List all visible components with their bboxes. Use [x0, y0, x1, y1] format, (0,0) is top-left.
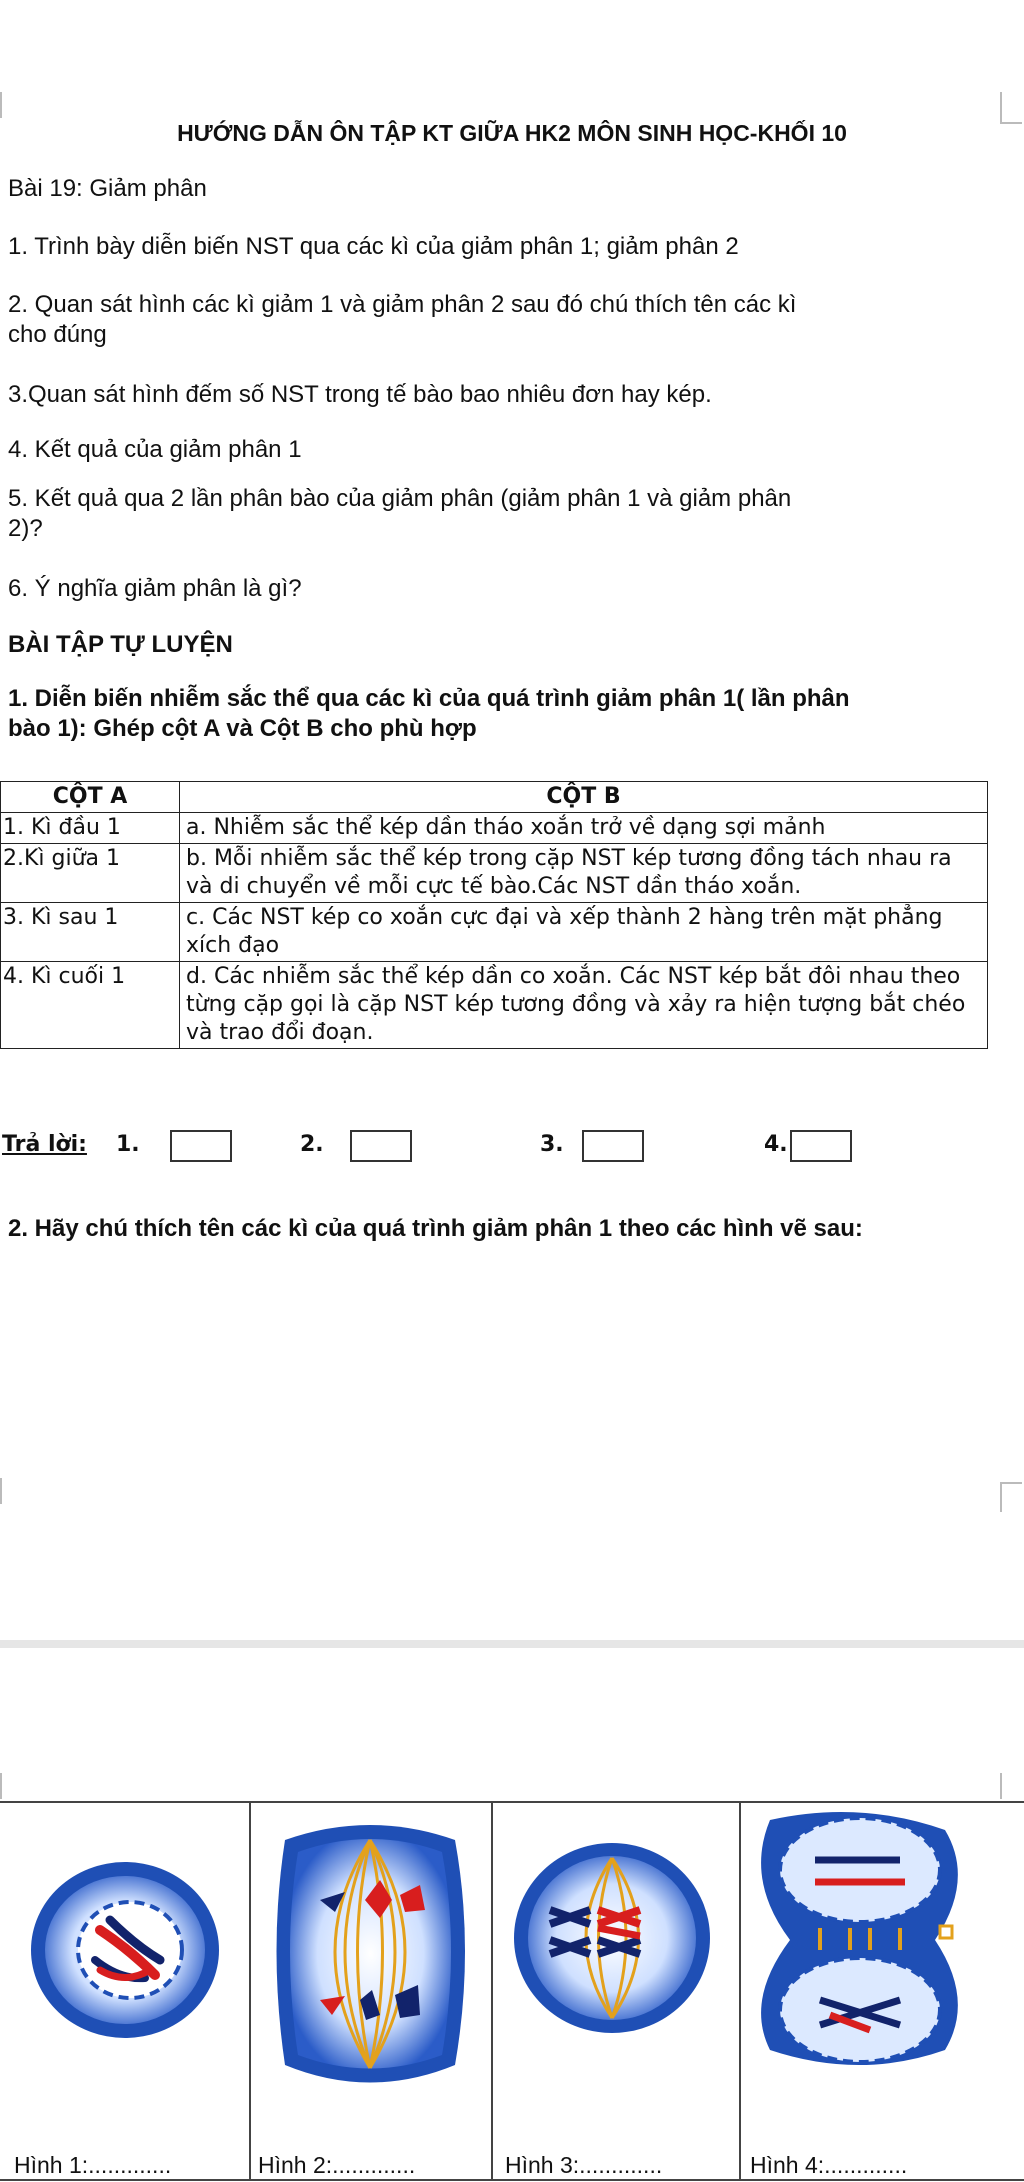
column-a-header: CỘT A — [1, 782, 180, 813]
column-a-cell: 3. Kì sau 1 — [1, 903, 180, 962]
practice-heading: BÀI TẬP TỰ LUYỆN — [8, 631, 233, 658]
answer-number-3: 3. — [540, 1132, 564, 1157]
answer-number-1: 1. — [116, 1132, 140, 1157]
answer-box-2[interactable] — [350, 1130, 412, 1162]
answer-row — [0, 1130, 1000, 1170]
exercise-1-line1: 1. Diễn biến nhiễm sắc thể qua các kì của quá trình giảm phân 1( lần phân — [8, 685, 850, 712]
column-a-cell: 4. Kì cuối 1 — [1, 962, 180, 1049]
divider — [0, 1640, 1024, 1648]
question-6: 6. Ý nghĩa giảm phân là gì? — [8, 575, 302, 602]
lesson-heading: Bài 19: Giảm phân — [8, 175, 207, 202]
question-5: 5. Kết quả qua 2 lần phân bào của giảm phân (giảm phân 1 và giảm phân — [8, 485, 792, 512]
table-row — [1, 962, 988, 1049]
page-title: HƯỚNG DẪN ÔN TẬP KT GIỮA HK2 MÔN SINH HỌC-KHỐI 10 — [177, 120, 847, 146]
figure-1-cell — [31, 1862, 219, 2038]
column-a-cell: 1. Kì đầu 1 — [1, 813, 180, 844]
corner-mark — [0, 1478, 2, 1504]
corner-mark — [1000, 1773, 1002, 1799]
figure-4-caption: Hình 4:............. — [750, 2152, 908, 2178]
exercise-1-line2: bào 1): Ghép cột A và Cột B cho phù hợp — [8, 715, 477, 742]
matching-table — [0, 781, 988, 1049]
exercise-2: 2. Hãy chú thích tên các kì của quá trình giảm phân 1 theo các hình vẽ sau: — [8, 1215, 863, 1242]
column-b-cell: b. Mỗi nhiễm sắc thể kép trong cặp NST kép tương đồng tách nhau ra và di chuyển về mỗi cực tế bào.Các NST dần tháo xoắn. — [180, 844, 988, 903]
figure-4-cell — [761, 1812, 958, 2065]
answer-box-3[interactable] — [582, 1130, 644, 1162]
corner-mark — [1000, 92, 1002, 122]
column-b-cell: d. Các nhiễm sắc thể kép dần co xoắn. Các NST kép bắt đôi nhau theo từng cặp gọi là cặp NST kép tương đồng và xảy ra hiện tượng bắt chéo và trao đổi đoạn. — [180, 962, 988, 1049]
answer-box-1[interactable] — [170, 1130, 232, 1162]
table-row — [1, 844, 988, 903]
answer-number-4: 4. — [764, 1132, 788, 1157]
answer-label: Trả lời: — [2, 1132, 87, 1157]
table-row — [1, 903, 988, 962]
question-1: 1. Trình bày diễn biến NST qua các kì của giảm phân 1; giảm phân 2 — [8, 233, 739, 260]
figure-2-caption: Hình 2:............. — [258, 2152, 416, 2178]
figure-1-caption: Hình 1:............. — [14, 2152, 172, 2178]
question-4: 4. Kết quả của giảm phân 1 — [8, 436, 302, 463]
column-b-cell: c. Các NST kép co xoắn cực đại và xếp thành 2 hàng trên mặt phẳng xích đạo — [180, 903, 988, 962]
table-row — [1, 813, 988, 844]
column-b-header: CỘT B — [180, 782, 988, 813]
corner-mark — [0, 1773, 2, 1799]
answer-number-2: 2. — [300, 1132, 324, 1157]
meiosis-figures — [0, 1800, 1024, 2182]
question-2: 2. Quan sát hình các kì giảm 1 và giảm phân 2 sau đó chú thích tên các kì — [8, 291, 797, 318]
corner-mark — [1000, 1482, 1002, 1512]
corner-mark — [0, 92, 2, 118]
answer-box-4[interactable] — [790, 1130, 852, 1162]
table-header-row — [1, 782, 988, 813]
question-2-cont: cho đúng — [8, 321, 107, 348]
figure-3-caption: Hình 3:............. — [505, 2152, 663, 2178]
figure-2-cell — [277, 1825, 466, 2083]
column-b-cell: a. Nhiễm sắc thể kép dần tháo xoắn trở về dạng sợi mảnh — [180, 813, 988, 844]
question-3: 3.Quan sát hình đếm số NST trong tế bào bao nhiêu đơn hay kép. — [8, 381, 712, 408]
column-a-cell: 2.Kì giữa 1 — [1, 844, 180, 903]
question-5-cont: 2)? — [8, 515, 43, 542]
figure-3-cell — [514, 1843, 710, 2033]
corner-mark — [1000, 1482, 1022, 1484]
